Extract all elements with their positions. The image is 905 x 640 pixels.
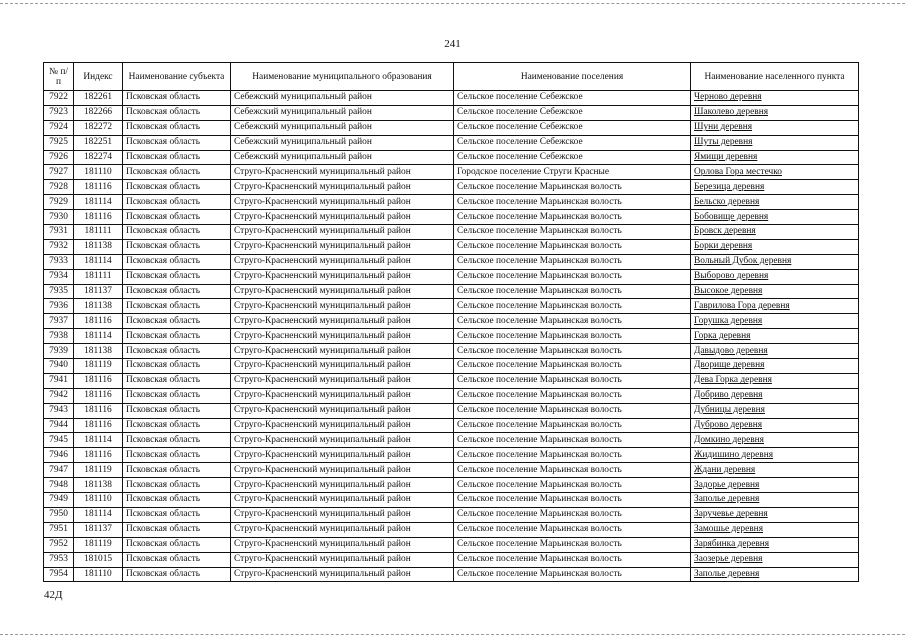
table-row xyxy=(44,344,859,359)
municipality-cell: Струго-Красненский муниципальный район xyxy=(231,314,454,329)
locality-cell: Добриво деревня xyxy=(691,388,859,403)
settlement-cell: Сельское поселение Марьинская волость xyxy=(454,388,691,403)
postal-index-cell: 181116 xyxy=(74,448,123,463)
settlement-cell: Сельское поселение Марьинская волость xyxy=(454,180,691,195)
locality-cell: Бровск деревня xyxy=(691,225,859,240)
header-settlement: Наименование поселения xyxy=(454,63,691,91)
municipality-cell: Струго-Красненский муниципальный район xyxy=(231,373,454,388)
settlement-cell: Сельское поселение Марьинская волость xyxy=(454,299,691,314)
settlement-cell: Сельское поселение Себежское xyxy=(454,91,691,106)
subject-cell: Псковская область xyxy=(123,180,231,195)
table-row xyxy=(44,522,859,537)
postal-index-cell: 181138 xyxy=(74,239,123,254)
table-row xyxy=(44,135,859,150)
locality-cell: Бобовище деревня xyxy=(691,210,859,225)
locality-cell: Березица деревня xyxy=(691,180,859,195)
table-row xyxy=(44,537,859,552)
row-number-cell: 7924 xyxy=(44,120,74,135)
subject-cell: Псковская область xyxy=(123,344,231,359)
row-number-cell: 7923 xyxy=(44,105,74,120)
postal-index-cell: 181114 xyxy=(74,507,123,522)
subject-cell: Псковская область xyxy=(123,418,231,433)
row-number-cell: 7951 xyxy=(44,522,74,537)
table-row xyxy=(44,180,859,195)
locality-cell: Черново деревня xyxy=(691,91,859,106)
settlement-cell: Сельское поселение Себежское xyxy=(454,120,691,135)
locality-cell: Бельско деревня xyxy=(691,195,859,210)
municipality-cell: Струго-Красненский муниципальный район xyxy=(231,478,454,493)
row-number-cell: 7932 xyxy=(44,239,74,254)
postal-index-cell: 181119 xyxy=(74,359,123,374)
table-row xyxy=(44,225,859,240)
locality-cell: Заозерье деревня xyxy=(691,552,859,567)
municipality-cell: Струго-Красненский муниципальный район xyxy=(231,344,454,359)
row-number-cell: 7928 xyxy=(44,180,74,195)
municipality-cell: Струго-Красненский муниципальный район xyxy=(231,329,454,344)
settlement-cell: Сельское поселение Марьинская волость xyxy=(454,433,691,448)
municipality-cell: Струго-Красненский муниципальный район xyxy=(231,552,454,567)
table-row xyxy=(44,329,859,344)
table-row xyxy=(44,507,859,522)
header-locality: Наименование населенного пункта xyxy=(691,63,859,91)
subject-cell: Псковская область xyxy=(123,388,231,403)
row-number-cell: 7954 xyxy=(44,567,74,582)
table-row xyxy=(44,120,859,135)
header-subject: Наименование субъекта xyxy=(123,63,231,91)
subject-cell: Псковская область xyxy=(123,552,231,567)
table-row xyxy=(44,91,859,106)
settlement-cell: Сельское поселение Марьинская волость xyxy=(454,329,691,344)
subject-cell: Псковская область xyxy=(123,239,231,254)
row-number-cell: 7927 xyxy=(44,165,74,180)
table-row xyxy=(44,254,859,269)
municipality-cell: Струго-Красненский муниципальный район xyxy=(231,195,454,210)
municipality-cell: Струго-Красненский муниципальный район xyxy=(231,537,454,552)
table-row xyxy=(44,373,859,388)
row-number-cell: 7934 xyxy=(44,269,74,284)
municipality-cell: Струго-Красненский муниципальный район xyxy=(231,448,454,463)
subject-cell: Псковская область xyxy=(123,150,231,165)
subject-cell: Псковская область xyxy=(123,165,231,180)
subject-cell: Псковская область xyxy=(123,254,231,269)
table-row xyxy=(44,478,859,493)
table-row xyxy=(44,165,859,180)
postal-index-cell: 181116 xyxy=(74,210,123,225)
municipality-cell: Себежский муниципальный район xyxy=(231,135,454,150)
row-number-cell: 7942 xyxy=(44,388,74,403)
locality-cell: Давыдово деревня xyxy=(691,344,859,359)
postal-index-cell: 181114 xyxy=(74,254,123,269)
row-number-cell: 7945 xyxy=(44,433,74,448)
postal-index-cell: 182251 xyxy=(74,135,123,150)
table-row xyxy=(44,493,859,508)
locality-cell: Заручевье деревня xyxy=(691,507,859,522)
subject-cell: Псковская область xyxy=(123,105,231,120)
municipality-cell: Себежский муниципальный район xyxy=(231,91,454,106)
municipality-cell: Струго-Красненский муниципальный район xyxy=(231,284,454,299)
locality-cell: Высокое деревня xyxy=(691,284,859,299)
row-number-cell: 7938 xyxy=(44,329,74,344)
postal-index-cell: 182266 xyxy=(74,105,123,120)
subject-cell: Псковская область xyxy=(123,284,231,299)
municipality-cell: Себежский муниципальный район xyxy=(231,150,454,165)
settlement-cell: Сельское поселение Марьинская волость xyxy=(454,403,691,418)
postal-index-cell: 181116 xyxy=(74,314,123,329)
municipality-cell: Струго-Красненский муниципальный район xyxy=(231,299,454,314)
row-number-cell: 7946 xyxy=(44,448,74,463)
table-row xyxy=(44,195,859,210)
municipality-cell: Струго-Красненский муниципальный район xyxy=(231,522,454,537)
locality-cell: Дворище деревня xyxy=(691,359,859,374)
subject-cell: Псковская область xyxy=(123,448,231,463)
postal-index-cell: 181116 xyxy=(74,418,123,433)
row-number-cell: 7935 xyxy=(44,284,74,299)
table-row xyxy=(44,463,859,478)
settlement-cell: Сельское поселение Марьинская волость xyxy=(454,537,691,552)
postal-index-cell: 182274 xyxy=(74,150,123,165)
scan-bottom-edge xyxy=(0,634,905,635)
municipality-cell: Струго-Красненский муниципальный район xyxy=(231,225,454,240)
locality-cell: Борки деревня xyxy=(691,239,859,254)
municipality-cell: Струго-Красненский муниципальный район xyxy=(231,433,454,448)
municipality-cell: Струго-Красненский муниципальный район xyxy=(231,418,454,433)
postal-index-cell: 181111 xyxy=(74,269,123,284)
subject-cell: Псковская область xyxy=(123,433,231,448)
settlement-cell: Сельское поселение Марьинская волость xyxy=(454,373,691,388)
subject-cell: Псковская область xyxy=(123,537,231,552)
row-number-cell: 7925 xyxy=(44,135,74,150)
postal-index-cell: 181110 xyxy=(74,165,123,180)
subject-cell: Псковская область xyxy=(123,225,231,240)
postal-index-cell: 182261 xyxy=(74,91,123,106)
municipality-cell: Струго-Красненский муниципальный район xyxy=(231,180,454,195)
municipality-cell: Струго-Красненский муниципальный район xyxy=(231,165,454,180)
settlement-cell: Сельское поселение Марьинская волость xyxy=(454,254,691,269)
row-number-cell: 7943 xyxy=(44,403,74,418)
locality-cell: Дева Горка деревня xyxy=(691,373,859,388)
settlement-cell: Сельское поселение Марьинская волость xyxy=(454,284,691,299)
table-row xyxy=(44,388,859,403)
subject-cell: Псковская область xyxy=(123,493,231,508)
row-number-cell: 7936 xyxy=(44,299,74,314)
row-number-cell: 7949 xyxy=(44,493,74,508)
table-row xyxy=(44,105,859,120)
postal-index-cell: 181119 xyxy=(74,537,123,552)
subject-cell: Псковская область xyxy=(123,195,231,210)
subject-cell: Псковская область xyxy=(123,210,231,225)
table-body xyxy=(44,91,859,582)
table-row xyxy=(44,210,859,225)
table-row xyxy=(44,314,859,329)
municipality-cell: Себежский муниципальный район xyxy=(231,120,454,135)
locality-cell: Жидишино деревня xyxy=(691,448,859,463)
municipality-cell: Струго-Красненский муниципальный район xyxy=(231,493,454,508)
locality-cell: Горушка деревня xyxy=(691,314,859,329)
settlement-cell: Городское поселение Струги Красные xyxy=(454,165,691,180)
municipality-cell: Струго-Красненский муниципальный район xyxy=(231,507,454,522)
municipality-cell: Струго-Красненский муниципальный район xyxy=(231,210,454,225)
locality-cell: Дубницы деревня xyxy=(691,403,859,418)
subject-cell: Псковская область xyxy=(123,522,231,537)
settlement-cell: Сельское поселение Марьинская волость xyxy=(454,195,691,210)
postal-index-cell: 181138 xyxy=(74,299,123,314)
municipality-cell: Струго-Красненский муниципальный район xyxy=(231,359,454,374)
locality-cell: Домкино деревня xyxy=(691,433,859,448)
locality-cell: Шуты деревня xyxy=(691,135,859,150)
row-number-cell: 7931 xyxy=(44,225,74,240)
settlement-cell: Сельское поселение Марьинская волость xyxy=(454,522,691,537)
postal-index-cell: 181116 xyxy=(74,403,123,418)
settlement-cell: Сельское поселение Марьинская волость xyxy=(454,210,691,225)
postal-index-cell: 181137 xyxy=(74,522,123,537)
municipality-cell: Струго-Красненский муниципальный район xyxy=(231,403,454,418)
locality-cell: Горка деревня xyxy=(691,329,859,344)
postal-index-cell: 181114 xyxy=(74,329,123,344)
row-number-cell: 7933 xyxy=(44,254,74,269)
locality-cell: Задорье деревня xyxy=(691,478,859,493)
subject-cell: Псковская область xyxy=(123,403,231,418)
postal-index-cell: 181138 xyxy=(74,478,123,493)
table-row xyxy=(44,403,859,418)
settlement-cell: Сельское поселение Марьинская волость xyxy=(454,239,691,254)
locality-cell: Дуброво деревня xyxy=(691,418,859,433)
settlement-cell: Сельское поселение Марьинская волость xyxy=(454,567,691,582)
subject-cell: Псковская область xyxy=(123,478,231,493)
subject-cell: Псковская область xyxy=(123,359,231,374)
postal-index-cell: 181137 xyxy=(74,284,123,299)
table-row xyxy=(44,448,859,463)
subject-cell: Псковская область xyxy=(123,314,231,329)
subject-cell: Псковская область xyxy=(123,567,231,582)
row-number-cell: 7950 xyxy=(44,507,74,522)
settlement-cell: Сельское поселение Марьинская волость xyxy=(454,507,691,522)
settlement-cell: Сельское поселение Себежское xyxy=(454,135,691,150)
table-row xyxy=(44,239,859,254)
postal-index-cell: 181116 xyxy=(74,373,123,388)
locality-cell: Заполье деревня xyxy=(691,493,859,508)
settlement-cell: Сельское поселение Марьинская волость xyxy=(454,269,691,284)
locality-cell: Ямищи деревня xyxy=(691,150,859,165)
table-header-row xyxy=(44,63,859,91)
row-number-cell: 7947 xyxy=(44,463,74,478)
locality-cell: Зарябинка деревня xyxy=(691,537,859,552)
table-row xyxy=(44,567,859,582)
postal-index-cell: 181015 xyxy=(74,552,123,567)
postal-index-cell: 181111 xyxy=(74,225,123,240)
municipality-cell: Струго-Красненский муниципальный район xyxy=(231,388,454,403)
settlement-cell: Сельское поселение Марьинская волость xyxy=(454,225,691,240)
subject-cell: Псковская область xyxy=(123,269,231,284)
header-num: № п/п xyxy=(44,63,74,91)
row-number-cell: 7930 xyxy=(44,210,74,225)
municipality-cell: Себежский муниципальный район xyxy=(231,105,454,120)
postal-index-cell: 181116 xyxy=(74,180,123,195)
scan-top-edge xyxy=(0,3,905,4)
table-row xyxy=(44,299,859,314)
sheet-code: 42Д xyxy=(44,589,63,601)
row-number-cell: 7939 xyxy=(44,344,74,359)
settlement-cell: Сельское поселение Марьинская волость xyxy=(454,493,691,508)
locality-cell: Шуни деревня xyxy=(691,120,859,135)
settlement-cell: Сельское поселение Себежское xyxy=(454,105,691,120)
row-number-cell: 7926 xyxy=(44,150,74,165)
locality-cell: Замошье деревня xyxy=(691,522,859,537)
locality-cell: Ждани деревня xyxy=(691,463,859,478)
municipality-cell: Струго-Красненский муниципальный район xyxy=(231,254,454,269)
locality-cell: Выборово деревня xyxy=(691,269,859,284)
settlement-cell: Сельское поселение Марьинская волость xyxy=(454,448,691,463)
subject-cell: Псковская область xyxy=(123,135,231,150)
locality-cell: Шаколево деревня xyxy=(691,105,859,120)
table-row xyxy=(44,433,859,448)
table-row xyxy=(44,359,859,374)
municipality-cell: Струго-Красненский муниципальный район xyxy=(231,567,454,582)
settlement-cell: Сельское поселение Марьинская волость xyxy=(454,463,691,478)
row-number-cell: 7952 xyxy=(44,537,74,552)
locality-cell: Вольный Дубок деревня xyxy=(691,254,859,269)
postal-index-cell: 181119 xyxy=(74,463,123,478)
header-index: Индекс xyxy=(74,63,123,91)
table-row xyxy=(44,150,859,165)
row-number-cell: 7944 xyxy=(44,418,74,433)
postal-index-cell: 181116 xyxy=(74,388,123,403)
subject-cell: Псковская область xyxy=(123,373,231,388)
table-row xyxy=(44,284,859,299)
municipality-cell: Струго-Красненский муниципальный район xyxy=(231,269,454,284)
settlement-cell: Сельское поселение Себежское xyxy=(454,150,691,165)
municipality-cell: Струго-Красненский муниципальный район xyxy=(231,239,454,254)
row-number-cell: 7922 xyxy=(44,91,74,106)
header-municipality: Наименование муниципального образования xyxy=(231,63,454,91)
postal-index-cell: 181110 xyxy=(74,567,123,582)
postal-index-cell: 182272 xyxy=(74,120,123,135)
settlement-cell: Сельское поселение Марьинская волость xyxy=(454,478,691,493)
locality-cell: Орлова Гора местечко xyxy=(691,165,859,180)
subject-cell: Псковская область xyxy=(123,463,231,478)
settlement-cell: Сельское поселение Марьинская волость xyxy=(454,359,691,374)
row-number-cell: 7941 xyxy=(44,373,74,388)
postal-index-cell: 181114 xyxy=(74,433,123,448)
subject-cell: Псковская область xyxy=(123,329,231,344)
municipality-cell: Струго-Красненский муниципальный район xyxy=(231,463,454,478)
row-number-cell: 7940 xyxy=(44,359,74,374)
subject-cell: Псковская область xyxy=(123,299,231,314)
row-number-cell: 7929 xyxy=(44,195,74,210)
settlement-cell: Сельское поселение Марьинская волость xyxy=(454,314,691,329)
settlement-cell: Сельское поселение Марьинская волость xyxy=(454,418,691,433)
localities-table xyxy=(43,62,859,582)
postal-index-cell: 181114 xyxy=(74,195,123,210)
postal-index-cell: 181138 xyxy=(74,344,123,359)
page-number: 241 xyxy=(444,38,461,50)
subject-cell: Псковская область xyxy=(123,91,231,106)
table-row xyxy=(44,418,859,433)
settlement-cell: Сельское поселение Марьинская волость xyxy=(454,344,691,359)
postal-index-cell: 181110 xyxy=(74,493,123,508)
subject-cell: Псковская область xyxy=(123,120,231,135)
row-number-cell: 7937 xyxy=(44,314,74,329)
table-row xyxy=(44,552,859,567)
locality-cell: Гаврилова Гора деревня xyxy=(691,299,859,314)
row-number-cell: 7953 xyxy=(44,552,74,567)
settlement-cell: Сельское поселение Марьинская волость xyxy=(454,552,691,567)
locality-cell: Заполье деревня xyxy=(691,567,859,582)
table-row xyxy=(44,269,859,284)
subject-cell: Псковская область xyxy=(123,507,231,522)
row-number-cell: 7948 xyxy=(44,478,74,493)
